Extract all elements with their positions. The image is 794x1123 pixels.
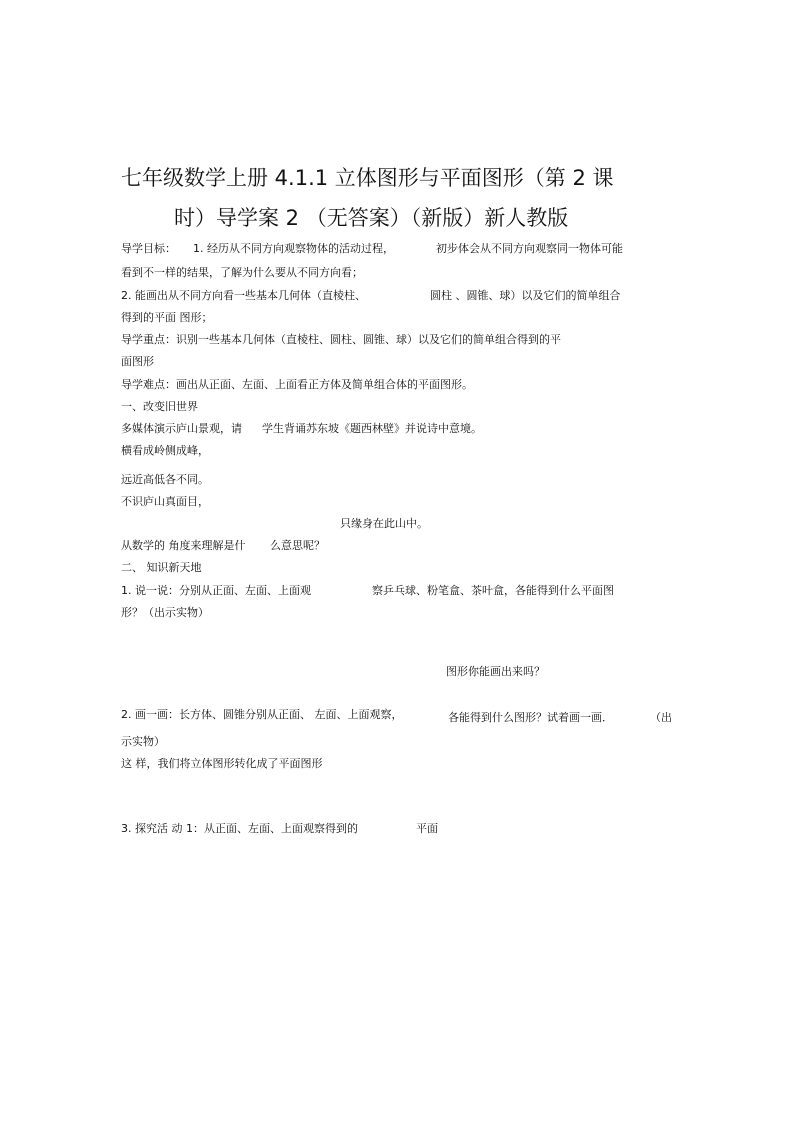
goal-2-part-c: 得到的平面 图形； [121,311,213,324]
section-1-heading: 一、改变旧世界 [121,400,198,413]
question-part-b: 么意思呢？ [270,539,325,552]
intro-part-b: 学生背诵苏东坡《题西林壁》并说诗中意境。 [262,422,482,435]
item-2-part-b: 各能得到什么图形？试着画一画． [448,711,613,724]
intro-part-a: 多媒体演示庐山景观，请 [121,422,242,435]
poem-line-4: 只缘身在此山中。 [340,517,428,530]
item-2-part-c: （出 [650,711,672,724]
difficulty-line: 导学难点：画出从正面、左面、上面看正方体及简单组合体的平面图形。 [121,378,473,391]
poem-line-3: 不识庐山真面目， [121,495,209,508]
goal-2-part-b: 圆柱 、圆锥、球）以及它们的简单组合 [430,289,621,302]
question-part-a: 从数学的 角度来理解是什 [121,539,246,552]
goal-1-part-b: 初步体会从不同方向观察同一物体可能 [436,242,623,255]
item-2-part-e: 这 样，我们将立体图形转化成了平面图形 [121,757,323,770]
poem-line-1: 横看成岭侧成峰， [121,444,209,457]
goal-1-part-a: 1. 经历从不同方向观察物体的活动过程， [193,242,394,255]
item-1-part-c: 形？（出示实物） [121,606,209,619]
item-3-part-a: 3. 探究活 动 1：从正面、左面、上面观察得到的 [121,822,358,835]
item-2-part-a: 2. 画一画：长方体、圆锥分别从正面、 左面、上面观察， [121,708,403,721]
item-1-part-b: 察乒乓球、粉笔盒、茶叶盒，各能得到什么平面图 [372,584,614,597]
document-title-line-2: 时）导学案 2 （无答案）（新版）新人教版 [174,206,569,230]
item-1-part-a: 1. 说一说：分别从正面、左面、上面观 [121,584,311,597]
goal-1-part-c: 看到不一样的结果，了解为什么要从不同方向看； [121,266,363,279]
key-point-line-2: 面图形 [121,355,154,368]
section-2-heading: 二、 知识新天地 [121,561,202,574]
goal-2-part-a: 2. 能画出从不同方向看一些基本几何体（直棱柱、 [121,289,366,302]
document-title-line-1: 七年级数学上册 4.1.1 立体图形与平面图形（第 2 课 [121,166,614,190]
poem-line-2: 远近高低各不同。 [121,473,209,486]
goal-label: 导学目标： [121,242,176,255]
item-3-part-b: 平面 [416,822,438,835]
item-1-part-d: 图形你能画出来吗？ [446,665,545,678]
item-2-part-d: 示实物） [121,735,165,748]
key-point-line-1: 导学重点：识别一些基本几何体（直棱柱、圆柱、圆锥、球）以及它们的简单组合得到的平 [121,333,561,346]
